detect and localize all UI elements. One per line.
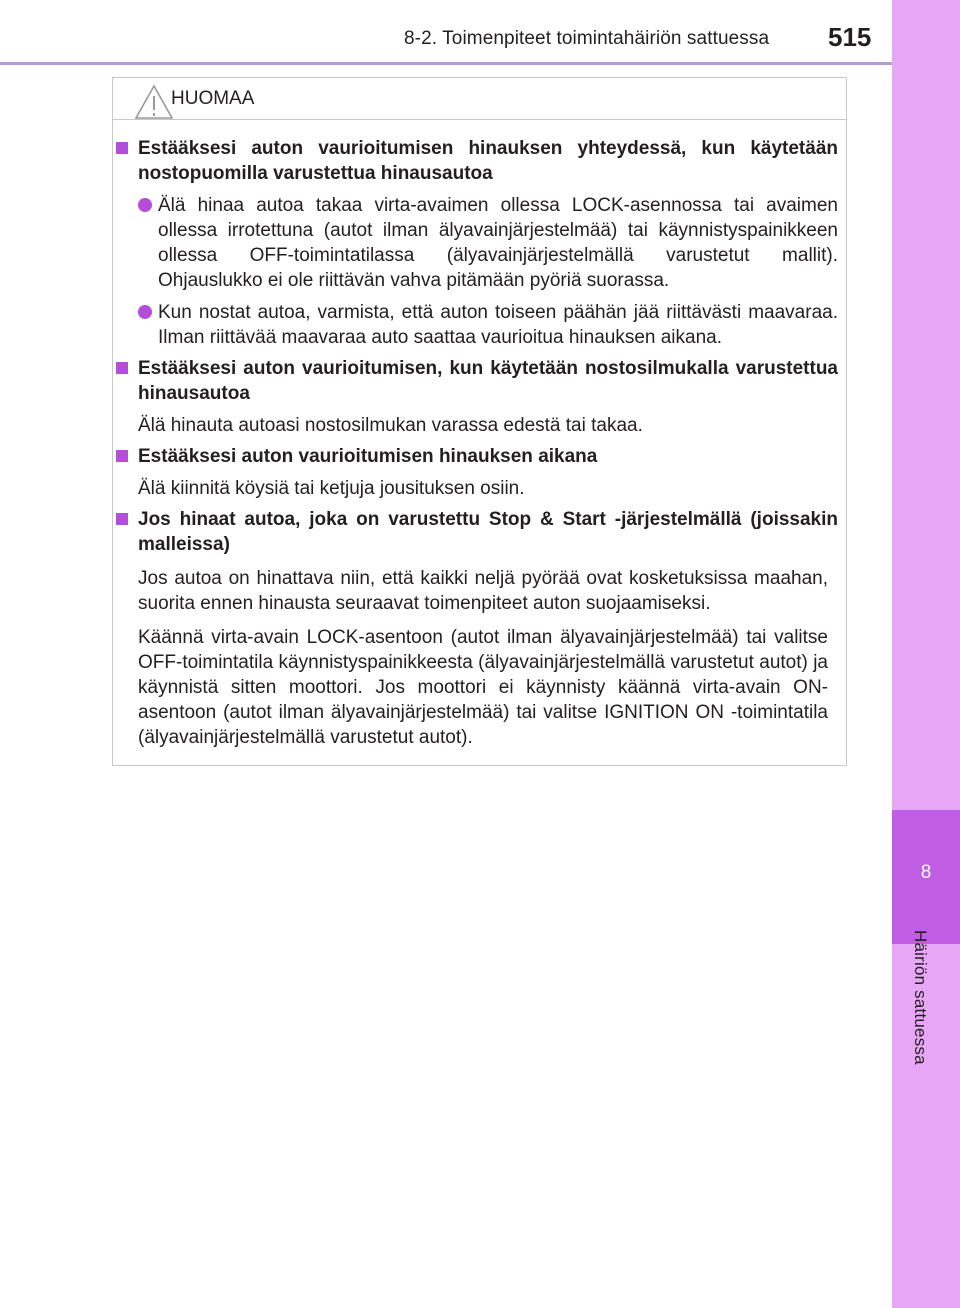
- section-heading: Estääksesi auton vaurioitumisen hinauksen yhteydessä, kun käytetään nostopuomilla varustettua hinausautoa: [138, 138, 838, 184]
- square-bullet-icon: [116, 362, 128, 374]
- header-section-title: 8-2. Toimenpiteet toimintahäiriön sattuessa: [404, 28, 770, 49]
- section-text: Älä hinauta autoasi nostosilmukan varassa edestä tai takaa.: [138, 415, 643, 436]
- notice-content: [113, 136, 846, 756]
- section-heading: Jos hinaat autoa, joka on varustettu Stop & Start -järjestelmällä (joissakin malleissa): [138, 509, 838, 555]
- square-bullet-icon: [116, 513, 128, 525]
- list-item: [138, 300, 838, 350]
- notice-section-1: [113, 136, 838, 350]
- list-item-text: Älä hinaa autoa takaa virta-avaimen ollessa LOCK-asennossa tai avaimen ollessa irrotettuna (autot ilman älyavainjärjestelmää) tai käynnistyspainikkeen ollessa OFF-toimintatilassa (älyavainjärjestelmällä varustetut mallit). Ohjauslukko ei ole riittävän vahva pitämään pyöriä suorassa.: [158, 195, 838, 291]
- header-rule: [0, 62, 892, 65]
- notice-section-3: [113, 444, 838, 501]
- square-bullet-icon: [116, 450, 128, 462]
- section-text: Älä kiinnitä köysiä tai ketjuja jousituksen osiin.: [138, 478, 525, 499]
- list-item: [138, 193, 838, 293]
- notice-box: [112, 77, 847, 766]
- list-item-text: Kun nostat autoa, varmista, että auton toiseen päähän jää riittävästi maavaraa. Ilman riittävää maavaraa auto saattaa vaurioitua hinauksen aikana.: [158, 302, 838, 348]
- notice-header: [113, 78, 846, 120]
- notice-section-4: [113, 507, 838, 750]
- section-heading: Estääksesi auton vaurioitumisen, kun käytetään nostosilmukalla varustettua hinausautoa: [138, 358, 838, 404]
- chapter-number: 8: [920, 862, 932, 883]
- notice-section-2: [113, 356, 838, 438]
- square-bullet-icon: [116, 142, 128, 154]
- notice-title: HUOMAA: [171, 88, 255, 109]
- page-number: 515: [828, 22, 872, 52]
- section-heading: Estääksesi auton vaurioitumisen hinauksen aikana: [138, 446, 598, 467]
- side-tab: [892, 0, 960, 1308]
- round-bullet-icon: [138, 305, 152, 319]
- round-bullet-icon: [138, 198, 152, 212]
- warning-triangle-icon: [133, 83, 175, 121]
- chapter-label: Häiriön sattuessa: [911, 930, 930, 1065]
- section-paragraph: Käännä virta-avain LOCK-asentoon (autot ilman älyavainjärjestelmää) tai valitse OFF-toimintatila käynnistyspainikkeesta (älyavainjärjestelmällä varustetut autot) ja käynnistä sitten moottori. Jos moottori ei käynnisty käännä virta-avain ON-asentoon (autot ilman älyavainjärjestelmää) tai valitse IGNITION ON -toimintatila (älyavainjärjestelmällä varustetut autot).: [138, 627, 828, 748]
- section-paragraph: Jos autoa on hinattava niin, että kaikki neljä pyörää ovat kosketuksissa maahan, suorita ennen hinausta seuraavat toimenpiteet auton suojaamiseksi.: [138, 568, 828, 614]
